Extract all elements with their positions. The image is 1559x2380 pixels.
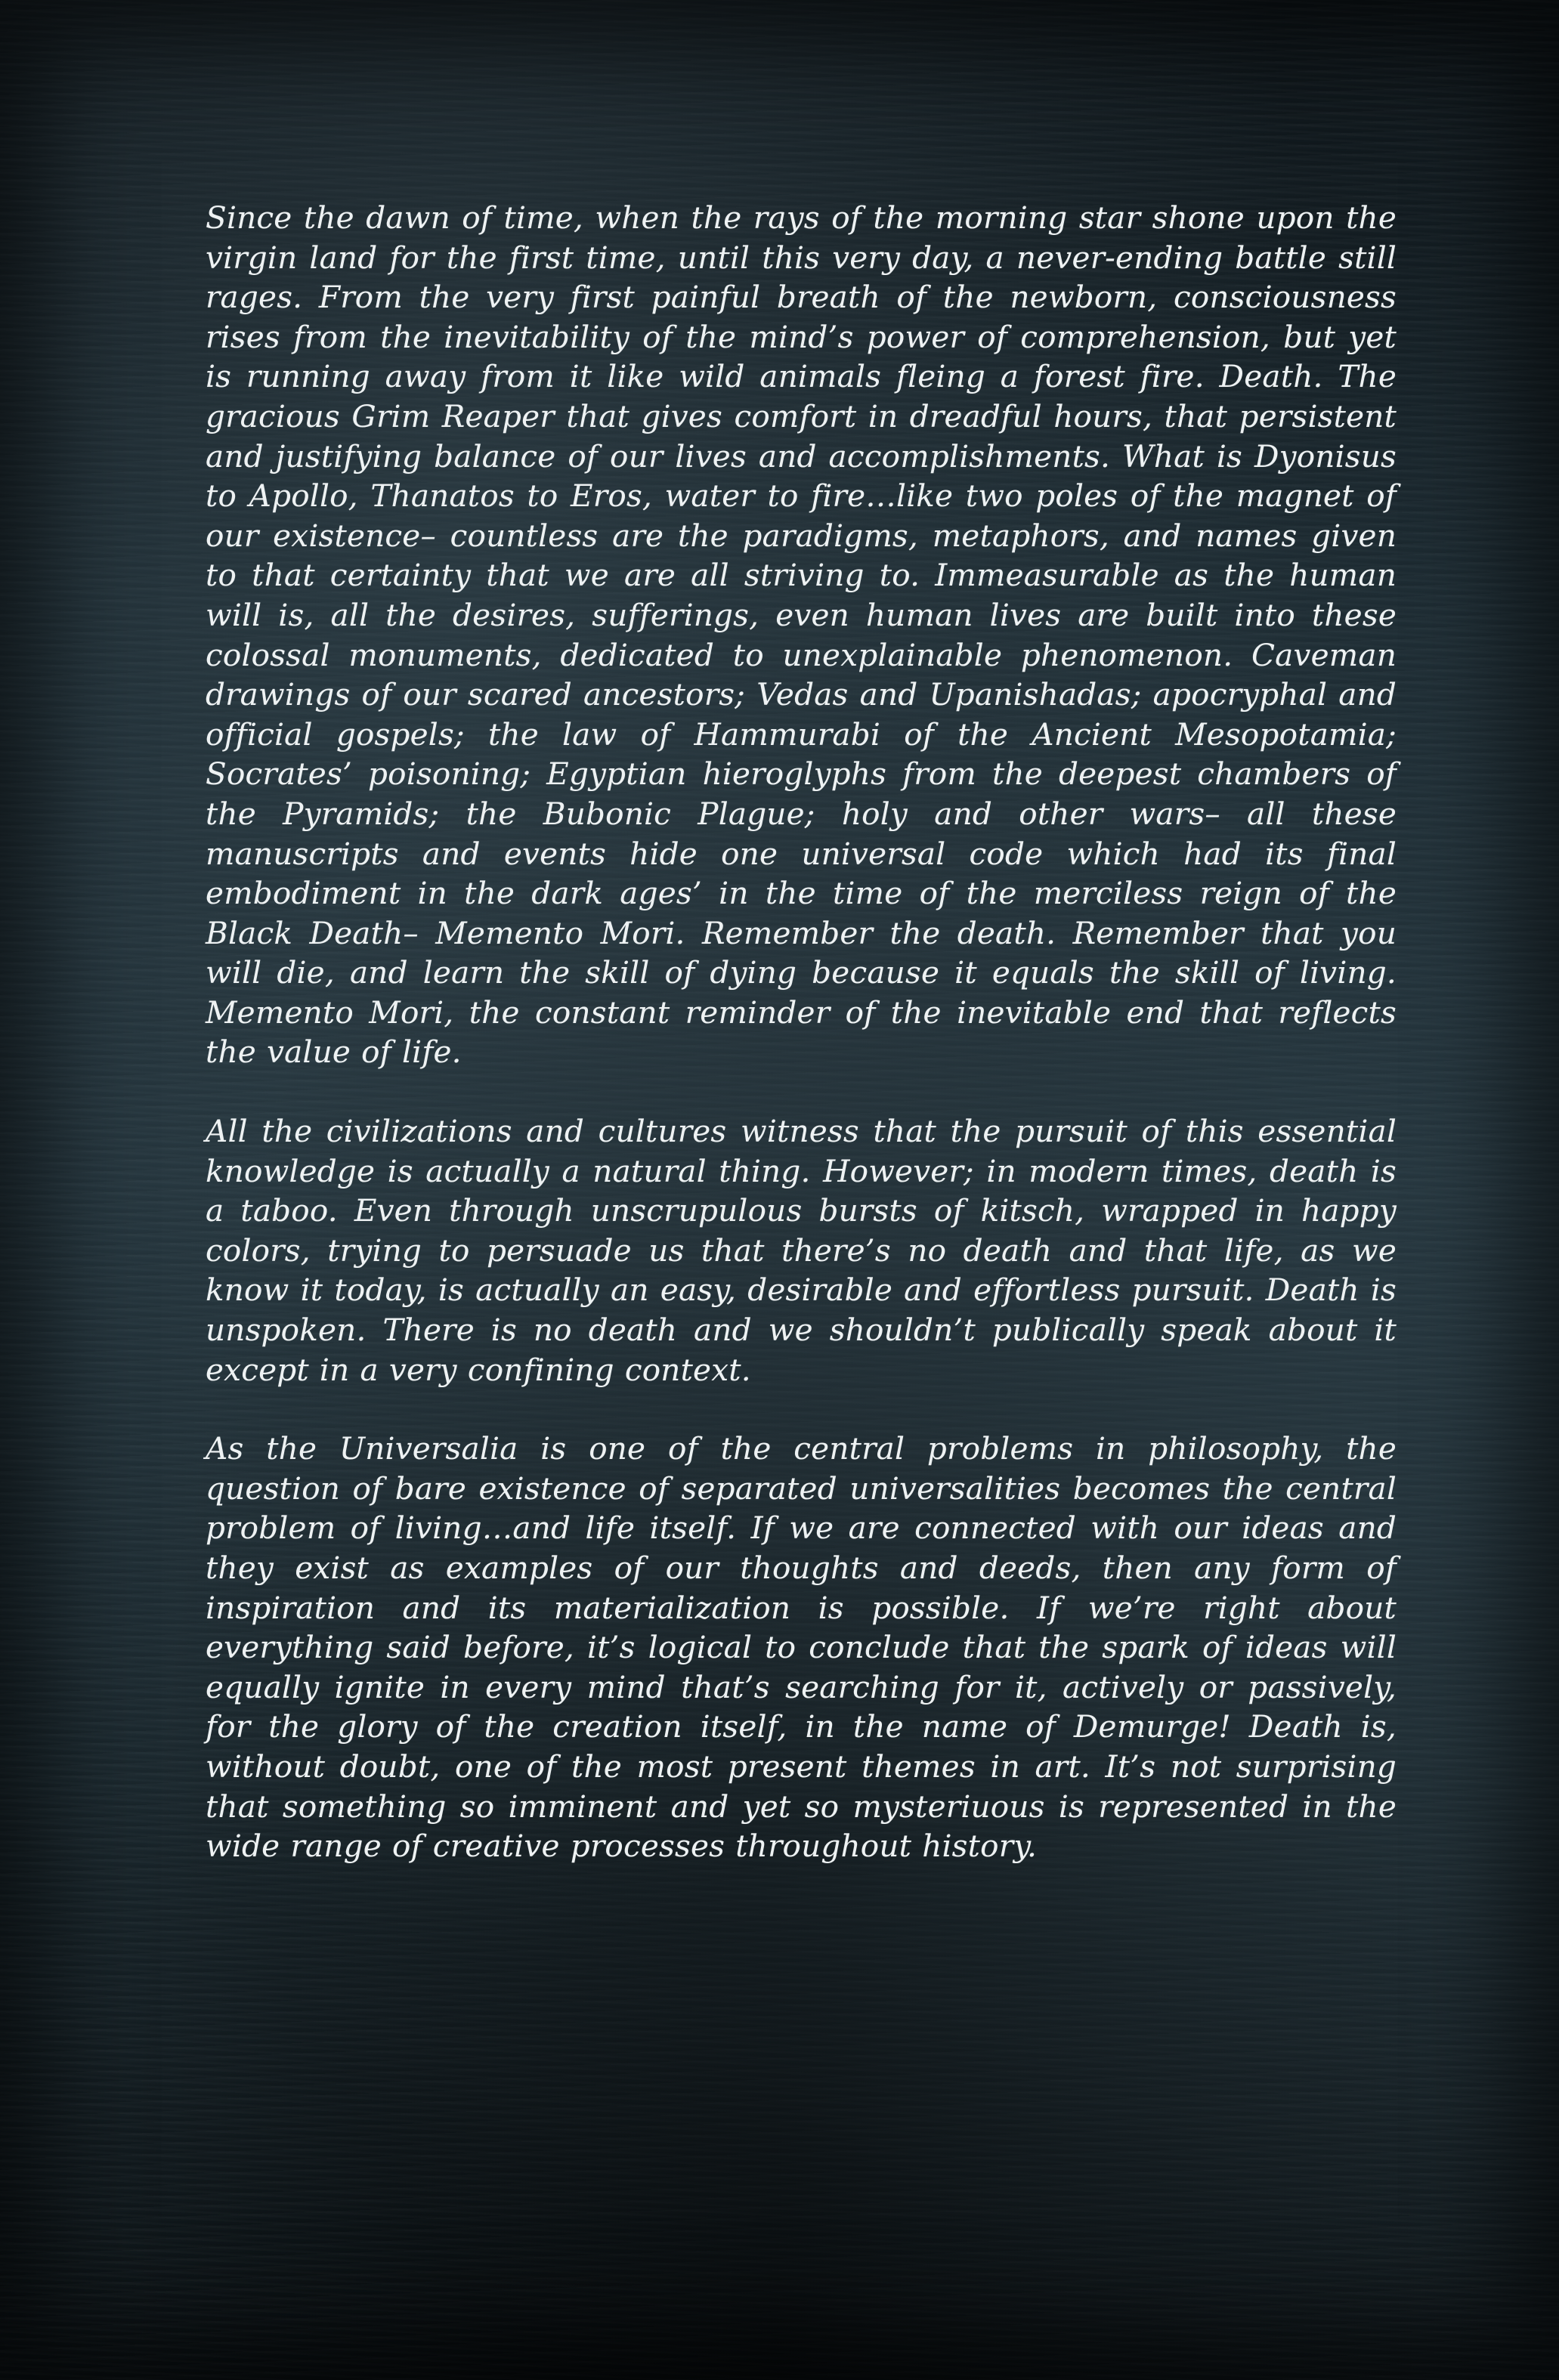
paragraph-3: As the Universalia is one of the central problems in philosophy, the question of bare existence of separated universalities becomes the central problem of living…and life itself. If we are connected with our ideas and they exist as examples of our thoughts and deeds, then any form of inspiration and its materialization is possible. If we’re right about everything said before, it’s logical to conclude that the spark of ideas will equally ignite in every mind that’s searching for it, actively or passively, for the glory of the creation itself, in the name of Demurge! Death is, without doubt, one of the most present themes in art. It’s not surprising that something so imminent and yet so mysteriuous is represented in the wide range of creative processes throughout history.: [206, 1430, 1397, 1865]
essay-text: [206, 198, 1397, 1906]
paragraph-1: Since the dawn of time, when the rays of the morning star shone upon the virgin land for the first time, until this very day, a never-ending battle still rages. From the very first painful breath of the newborn, consciousness rises from the inevitability of the mind’s power of comprehension, but yet is running away from it like wild animals fleing a forest fire. Death. The gracious Grim Reaper that gives comfort in dreadful hours, that persistent and justifying balance of our lives and accomplishments. What is Dyonisus to Apollo, Thanatos to Eros, water to fire…like two poles of the magnet of our existence– countless are the paradigms, metaphors, and names given to that certainty that we are all striving to. Immeasurable as the human will is, all the desires, sufferings, even human lives are built into these colossal monuments, dedicated to unexplainable phenomenon. Caveman drawings of our scared ancestors; Vedas and Upanishadas; apocryphal and official gospels; the law of Hammurabi of the Ancient Mesopotamia; Socrates’ poisoning; Egyptian hieroglyphs from the deepest chambers of the Pyramids; the Bubonic Plague; holy and other wars– all these manuscripts and events hide one universal code which had its final embodiment in the dark ages’ in the time of the merciless reign of the Black Death– Memento Mori. Remember the death. Remember that you will die, and learn the skill of dying because it equals the skill of living. Memento Mori, the constant reminder of the inevitable end that reflects the value of life.: [206, 199, 1397, 1071]
paragraph-2: All the civilizations and cultures witness that the pursuit of this essential knowledge is actually a natural thing. However; in modern times, death is a taboo. Even through unscrupulous bursts of kitsch, wrapped in happy colors, trying to persuade us that there’s no death and that life, as we know it today, is actually an easy, desirable and effortless pursuit. Death is unspoken. There is no death and we shouldn’t publically speak about it except in a very confining context.: [206, 1113, 1397, 1388]
